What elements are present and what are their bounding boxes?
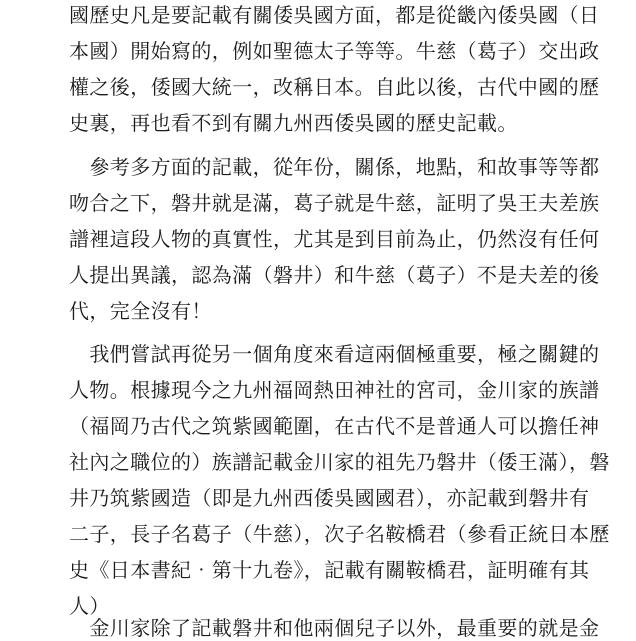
text-line: 人）	[69, 594, 110, 618]
text-line: 井乃筑紫國造（即是九州西倭吳國國君），亦記載到磐井有	[69, 486, 590, 510]
paragraph-3	[69, 336, 610, 624]
text-line: 吻合之下，磐井就是滿，葛子就是牛慈，証明了吳王夫差族	[69, 191, 600, 215]
text-line: （福岡乃古代之筑紫國範圍，在古代不是普通人可以擔任神	[69, 414, 600, 438]
text-line: 參考多方面的記載，從年份，關係，地點，和故事等等都	[69, 155, 600, 179]
text-line: 史《日本書紀‧第十九卷》，記載有關鞍橋君，証明確有其	[69, 558, 590, 582]
text-line: 社內之職位的）族譜記載金川家的祖先乃磐井（倭王滿），磐	[69, 450, 610, 474]
text-line: 人提出異議，認為滿（磐井）和牛慈（葛子）不是夫差的後	[69, 263, 600, 287]
text-line: 人物。根據現今之九州福岡熱田神社的宮司，金川家的族譜	[69, 378, 600, 402]
paragraph-2	[69, 149, 600, 329]
paragraph-1	[69, 0, 600, 141]
text-line: 我們嘗試再從另一個角度來看這兩個極重要，極之關鍵的	[69, 342, 600, 366]
text-line: 本國）開始寫的，例如聖德太子等等。牛慈（葛子）交出政	[69, 39, 600, 63]
text-line: 國歷史凡是要記載有關倭吳國方面，都是從畿內倭吳國（日	[69, 3, 600, 27]
text-line: 金川家除了記載磐井和他兩個兒子以外，最重要的就是金	[69, 616, 600, 640]
paragraph-4	[69, 610, 600, 641]
text-line: 譜裡這段人物的真實性，尤其是到目前為止，仍然沒有任何	[69, 227, 600, 251]
text-line: 代，完全沒有！	[69, 299, 212, 323]
text-line: 二子，長子名葛子（牛慈），次子名鞍橋君（參看正統日本歷	[69, 522, 610, 546]
text-line: 史裏，再也看不到有關九州西倭吳國的歷史記載。	[69, 111, 518, 135]
text-line: 權之後，倭國大統一，改稱日本。自此以後，古代中國的歷	[69, 75, 600, 99]
